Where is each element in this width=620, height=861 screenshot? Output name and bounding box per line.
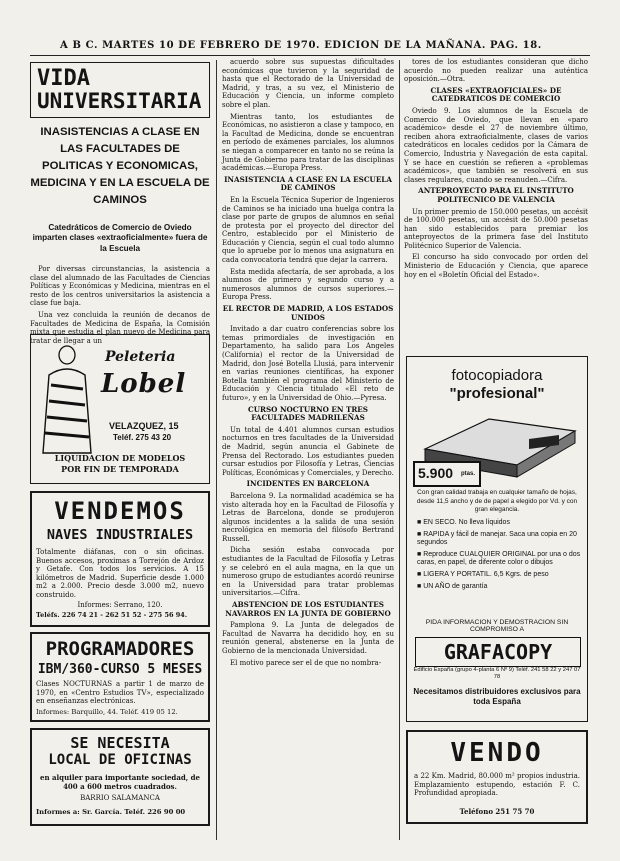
peleteria-address: VELAZQUEZ, 15	[109, 421, 179, 431]
grafacopy-address: Edificio España (grupo 4-planta 6 Nº 9) Teléf. 241 58 22 y 247 07 78	[413, 667, 581, 680]
article-paragraph: El motivo parece ser el de que no nombra-	[230, 658, 382, 667]
foto-price: 5.900	[418, 465, 454, 481]
vendemos-phones: Teléfs. 226 74 21 - 262 51 52 - 275 56 94.	[36, 611, 188, 619]
article-paragraph: En la Escuela Técnica Superior de Ingenieros de Caminos se ha iniciado una huelga contra la clase por parte de grupos de alumnos en señal de protesta por el proyecto del director del Centro, establecido por el Ministerio de Educación y Ciencia, según el cual todo alumno que lo apruebe por lo menos una asignatura en cada convocatoria tendrá que dejar la carrera.	[222, 195, 394, 265]
column-divider	[399, 60, 400, 840]
article-heading: INASISTENCIA A CLASE EN LA ESCUELA DE CAMINOS	[224, 174, 392, 193]
programadores-body: Clases NOCTURNAS a partir 1 de marzo de 1970, en «Centro Estudios TV», especializado en enseñanzas electrónicas.	[36, 680, 204, 705]
local-body: en alquiler para importante sociedad, de 400 a 600 metros cuadrados.	[40, 773, 200, 791]
foto-intro: Con gran calidad trabaja en cualquier tamaño de hojas, desde 11,5 ancho y de de papel a elegido por Vd. y con gran elegancia.	[416, 489, 578, 513]
section-title-box	[30, 62, 210, 118]
foto-feature-item: ■ LIGERA Y PORTATIL. 6,5 Kgrs. de peso	[417, 570, 549, 578]
foto-feature-item: ■ Reproduce CUALQUIER ORIGINAL por una o dos caras, en papel, de diferente color o dibujos	[417, 550, 581, 567]
foto-feature-item: ■ RAPIDA y fácil de manejar. Saca una copia en 20 segundos	[417, 530, 577, 547]
peleteria-phone: Teléf. 275 43 20	[113, 433, 172, 442]
article-paragraph: Un total de 4.401 alumnos cursan estudios nocturnos en tres facultades de la Universidad de Madrid, según anuncia el Gabinete de Prensa del Rectorado. Los estudiantes pueden cursar estudios por Filosofía y Letras, Ciencias Políticas, Económicas y Comerciales, y Derecho.	[222, 425, 394, 477]
vendemos-info: Informes: Serrano, 120.	[77, 601, 163, 609]
middle-column	[222, 58, 394, 670]
local-line1: SE NECESITA	[70, 734, 170, 752]
local-barrio: BARRIO SALAMANCA	[80, 794, 160, 802]
peleteria-brand: Lobel	[101, 369, 187, 399]
ad-local-oficinas	[30, 728, 210, 826]
grafacopy-brand: GRAFACOPY	[443, 640, 553, 664]
article-paragraph: Oviedo 9. Los alumnos de la Escuela de Comercio de Oviedo, que llevan en «paro académico» desde el 27 de noviembre último, reciben ahora extraoficialmente, clases de varios catedráticos en locales cedidos por la Cámara de Comercio, Industria y Navegación de esta capital. Y se hace en cuestión se refieren a «problemas académicos», que también se resolverá en sus clases regulares, cuando se reanuden.—Cifra.	[404, 106, 588, 184]
article-paragraph: Invitado a dar cuatro conferencias sobre los temas primordiales de investigación en Departamento, ha salido para Los Angeles (California) el rector de la Universidad de Madrid, don José Botella Llusiá, para intervenir en varias reuniones científicas, ha exponer Botella también el programa del Ministerio de Educación y Ciencia titulado «El reto de futuro», y en la Universidad de Ohio.—Pyresa.	[222, 325, 394, 402]
article-paragraph: Esta medida afectaría, de ser aprobada, a los alumnos de primero y segundo curso y a numerosos alumnos de cursos superiores.—Europa Press.	[222, 267, 394, 302]
article-paragraph: Pamplona 9. La Junta de delegados de Facultad de Navarra ha decidido hoy, en su reunión general, abstenerse en la Junta de Gobierno de la mencionada Universidad.	[222, 621, 394, 655]
ad-fotocopiadora	[406, 356, 588, 722]
foto-title1: fotocopiadora	[451, 367, 543, 384]
article-paragraph: Mientras tanto, los estudiantes de Económicas, no asistieron a clase y tampoco, en la Facultad de Medicina, donde se encuentran en período de exámenes parciales, los alumnos se niegan a comparecer en tanto no se reúna la Junta de Gobierno para tratar de las disciplinas académicas.—Europa Press.	[222, 112, 394, 173]
programadores-subtitle: IBM/360-CURSO 5 MESES	[37, 662, 203, 677]
article-heading: ANTEPROYECTO PARA EL INSTITUTO POLITECNICO DE VALENCIA	[418, 186, 574, 204]
article-heading: CLASES «EXTRAOFICIALES» DE CATEDRATICOS DE COMERCIO	[430, 85, 562, 104]
article-heading: INCIDENTES EN BARCELONA	[246, 479, 370, 489]
article-paragraph: Dicha sesión estaba convocada por estudiantes de la Facultad de Filosofía y Letras y se celebró en el aula magna, en la que un numeroso grupo de estudiantes acordó reunirse en la Universidad para tratar problemas universitarios.—Cifra.	[222, 546, 394, 598]
peleteria-footer2: POR FIN DE TEMPORADA	[61, 464, 179, 474]
foto-price-box	[413, 461, 481, 487]
column-divider	[216, 60, 217, 840]
article-paragraph: Un primer premio de 150.000 pesetas, un accésit de 100.000 pesetas, un accésit de 50.000 pesetas han sido establecidos para premiar los anteproyectos de la primera fase del Instituto Politécnico Superior de Valencia.	[404, 207, 588, 250]
article-heading: CURSO NOCTURNO EN TRES FACULTADES MADRILEÑAS	[248, 404, 368, 423]
foto-feature-item: ■ EN SECO. No lleva líquidos	[417, 519, 510, 526]
lead-subhead: Catedráticos de Comercio de Oviedo imparten clases «extraoficialmente» fuera de la Escuela	[32, 223, 208, 253]
vendemos-title: VENDEMOS	[54, 497, 186, 525]
foto-footer: Necesitamos distribuidores exclusivos para toda España	[413, 687, 581, 706]
article-paragraph: tores de los estudiantes consideran que dicho acuerdo no pueden realizar una auténtica oposición.—Otra.	[404, 58, 588, 84]
programadores-title: PROGRAMADORES	[45, 638, 195, 660]
programadores-info: Informes: Barquillo, 44. Teléf. 419 05 12.	[36, 708, 178, 716]
foto-feature-item: ■ UN AÑO de garantía	[417, 582, 488, 590]
peleteria-footer1: LIQUIDACION DE MODELOS	[54, 453, 186, 463]
coat-illustration-icon	[39, 345, 95, 455]
article-paragraph: El concurso ha sido convocado por orden del Ministerio de Educación y Ciencia, que aparece hoy en el «Boletín Oficial del Estado».	[404, 253, 588, 279]
ad-peleteria	[30, 334, 210, 484]
section-title-line1: VIDA	[37, 66, 90, 91]
section-title-line2: UNIVERSITARIA	[37, 89, 202, 113]
lead-paragraph: Una vez concluida la reunión de decanos de Facultades de Medicina de España, la Comisión mixta que estudia el plan nuevo de Medicina para tratar de llegar a un	[30, 310, 210, 345]
right-column	[404, 58, 588, 282]
vendo-title: VENDO	[450, 738, 544, 768]
vendo-phone: Teléfono 251 75 70	[459, 807, 535, 816]
header-rule	[30, 55, 590, 56]
lead-headline: INASISTENCIAS A CLASE EN LAS FACULTADES DE POLITICAS Y ECONOMICAS, MEDICINA Y EN LA ESCUELA DE CAMINOS	[30, 126, 210, 206]
peleteria-label: Peleteria	[105, 349, 176, 365]
grafacopy-logo-box	[415, 637, 581, 667]
foto-cta: PIDA INFORMACION Y DEMOSTRACION SIN COMPROMISO A	[425, 619, 569, 633]
local-line2: LOCAL DE OFICINAS	[48, 752, 192, 768]
article-paragraph: acuerdo sobre sus supuestas dificultades económicas que tuvieron y la seguridad de hasta que el Rectorado de la Universidad de Madrid, y tras, a su vez, el Ministerio de Educación y Ciencia, un informe completo sobre el plan.	[222, 58, 394, 109]
ad-vendo	[406, 730, 588, 824]
vendemos-subtitle: NAVES INDUSTRIALES	[46, 527, 194, 543]
foto-price-unit: ptas.	[461, 471, 476, 477]
foto-title2: "profesional"	[449, 385, 545, 402]
article-heading: ABSTENCION DE LOS ESTUDIANTES NAVARROS EN LA JUNTA DE GOBIERNO	[225, 600, 391, 618]
lead-paragraph: Por diversas circunstancias, la asistencia a clase del alumnado de las Facultades de Ciencias Políticas y Económicas y Medicina, mientras en el resto de los centros universitarios la asistencia a clase fue baja.	[30, 265, 210, 308]
local-info: Informes a: Sr. García. Teléf. 226 90 00	[36, 808, 186, 816]
vendemos-body: Totalmente diáfanas, con o sin oficinas. Buenos accesos, proximas a Torrejón de Ardoz y Getafe. Con todos los servicios. A 15 kilómetros de Madrid. Superficie desde 1.000 m2 a 2.000. Precio desde 3.000 m2, nuevo construido.	[36, 548, 204, 599]
ad-vendemos	[30, 491, 210, 627]
page-header: A B C. MARTES 10 DE FEBRERO DE 1970. EDICION DE LA MAÑANA. PAG. 18.	[60, 40, 542, 51]
article-heading: EL RECTOR DE MADRID, A LOS ESTADOS UNIDOS	[222, 304, 394, 322]
ad-programadores	[30, 632, 210, 722]
vendo-body: a 22 Km. Madrid, 80.000 m² propios industria. Emplazamiento estupendo, estación F. C. Profundidad apropiada.	[414, 772, 580, 797]
article-paragraph: Barcelona 9. La normalidad académica se ha visto alterada hoy en la Facultad de Filosofía y Letras de Barcelona, donde se produjeron algunos incidentes a la salida de una sesión necrológica en memoria del filósofo Bertrand Russell.	[222, 491, 394, 543]
foto-features	[417, 519, 585, 594]
